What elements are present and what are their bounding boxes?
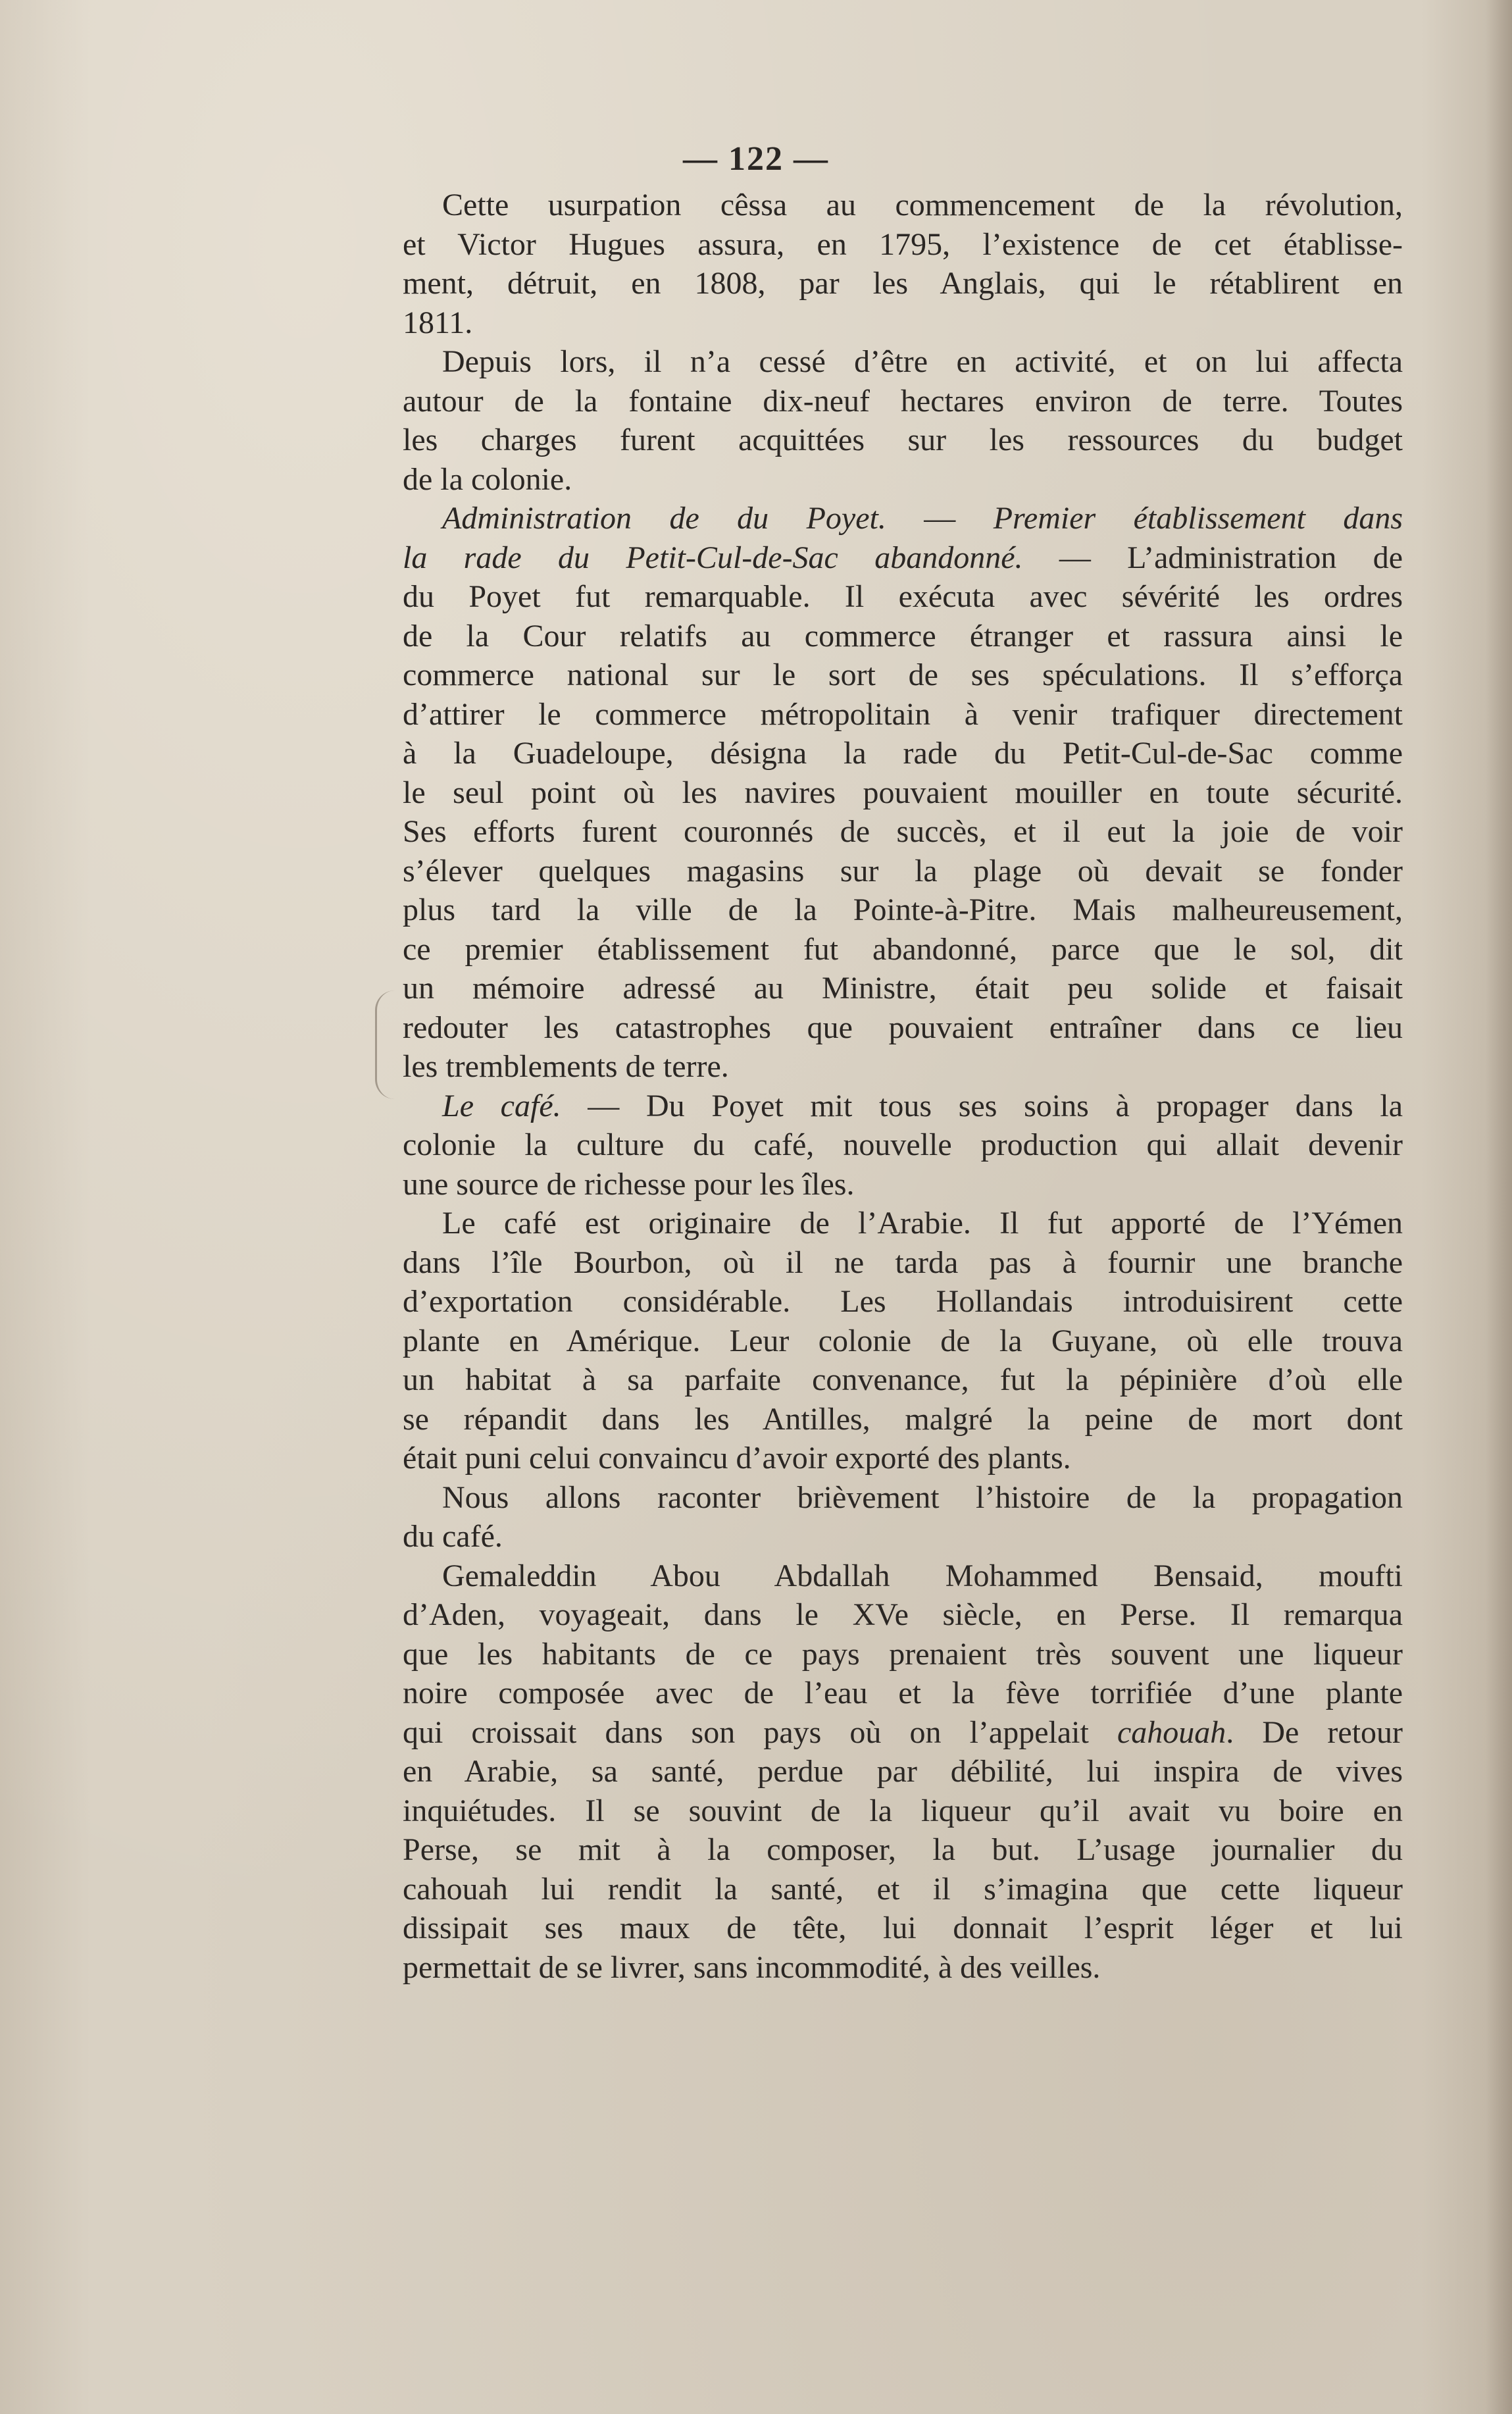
margin-bracket-mark (375, 990, 397, 1099)
text-line: d’exportation considérable. Les Hollandais introduisirent cette (403, 1284, 1403, 1319)
text-line: cahouah lui rendit la santé, et il s’imagina que cette liqueur (403, 1871, 1403, 1907)
text-line: redouter les catastrophes que pouvaient entraîner dans ce lieu (403, 1010, 1403, 1045)
text-line: Depuis lors, il n’a cessé d’être en activité, et on lui affecta (442, 344, 1403, 379)
text-line: dissipait ses maux de tête, lui donnait l’esprit léger et lui (403, 1911, 1403, 1945)
text-line: Perse, se mit à la composer, la but. L’usage journalier du (403, 1832, 1403, 1867)
text-line: plus tard la ville de la Pointe-à-Pitre. Mais malheureusement, (403, 892, 1403, 927)
text-line: et Victor Hugues assura, en 1795, l’existence de cet établisse- (403, 226, 1403, 262)
text-line: qui croissait dans son pays où on l’appelait cahouah. De retour (403, 1714, 1403, 1750)
text-line: Cette usurpation cêssa au commencement de la révolution, (442, 188, 1403, 222)
text-line: se répandit dans les Antilles, malgré la peine de mort dont (403, 1401, 1403, 1437)
text-line: Ses efforts furent couronnés de succès, et il eut la joie de voir (403, 814, 1403, 849)
text-line: un habitat à sa parfaite convenance, fut la pépinière d’où elle (403, 1362, 1403, 1397)
text-line: à la Guadeloupe, désigna la rade du Petit-Cul-de-Sac comme (403, 736, 1403, 771)
text-line: était puni celui convaincu d’avoir exporté des plants. (403, 1441, 1071, 1476)
text-line: permettait de se livrer, sans incommodité, à des veilles. (403, 1949, 1101, 1985)
text-line: Le café. — Du Poyet mit tous ses soins à propager dans la (442, 1088, 1403, 1123)
body-text (403, 186, 1403, 1987)
text-line: les charges furent acquittées sur les ressources du budget (403, 423, 1403, 457)
text-line: un mémoire adressé au Ministre, était peu solide et faisait (403, 971, 1403, 1006)
page-number: — 122 — (683, 140, 829, 178)
text-line: d’attirer le commerce métropolitain à venir trafiquer directement (403, 696, 1403, 732)
text-line: une source de richesse pour les îles. (403, 1166, 855, 1202)
text-line: du café. (403, 1519, 503, 1554)
text-line: que les habitants de ce pays prenaient très souvent une liqueur (403, 1636, 1403, 1672)
text-line: plante en Amérique. Leur colonie de la Guyane, où elle trouva (403, 1323, 1403, 1358)
text-line: en Arabie, sa santé, perdue par débilité, lui inspira de vives (403, 1754, 1403, 1789)
text-line: Le café est originaire de l’Arabie. Il fut apporté de l’Yémen (442, 1206, 1403, 1241)
text-line: du Poyet fut remarquable. Il exécuta avec sévérité les ordres (403, 579, 1403, 614)
text-line: ce premier établissement fut abandonné, parce que le sol, dit (403, 931, 1403, 967)
text-line: Gemaleddin Abou Abdallah Mohammed Bensaid, moufti (442, 1558, 1403, 1593)
text-line: noire composée avec de l’eau et la fève torrifiée d’une plante (403, 1676, 1403, 1710)
text-line: colonie la culture du café, nouvelle production qui allait devenir (403, 1127, 1403, 1162)
text-line: d’Aden, voyageait, dans le XVe siècle, en Perse. Il remarqua (403, 1597, 1403, 1632)
page-edge-shadow (1486, 0, 1512, 2414)
text-line: de la colonie. (403, 461, 572, 497)
text-line: le seul point où les navires pouvaient mouiller en toute sécurité. (403, 775, 1403, 810)
text-line: dans l’île Bourbon, où il ne tarda pas à fournir une branche (403, 1245, 1403, 1280)
text-line: les tremblements de terre. (403, 1049, 729, 1084)
text-line: la rade du Petit-Cul-de-Sac abandonné. — L’administration de (403, 540, 1403, 575)
text-line: autour de la fontaine dix-neuf hectares environ de terre. Toutes (403, 383, 1403, 419)
text-line: s’élever quelques magasins sur la plage où devait se fonder (403, 853, 1403, 888)
text-line: de la Cour relatifs au commerce étranger et rassura ainsi le (403, 618, 1403, 654)
text-line: Nous allons raconter brièvement l’histoire de la propagation (442, 1479, 1403, 1515)
text-line: 1811. (403, 305, 473, 340)
text-line: commerce national sur le sort de ses spéculations. Il s’efforça (403, 657, 1403, 692)
text-line: ment, détruit, en 1808, par les Anglais, qui le rétablirent en (403, 266, 1403, 301)
text-line: inquiétudes. Il se souvint de la liqueur qu’il avait vu boire en (403, 1793, 1403, 1828)
text-line: Administration de du Poyet. — Premier établissement dans (442, 501, 1403, 536)
